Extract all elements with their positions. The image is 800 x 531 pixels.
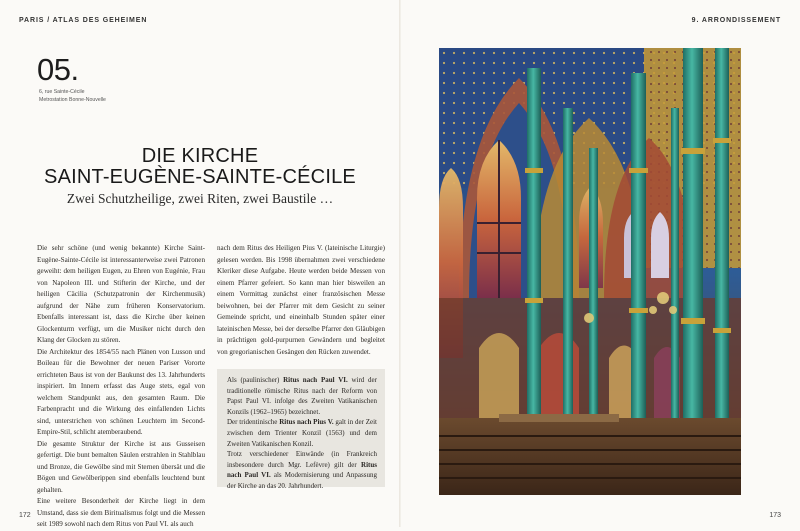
entry-address (39, 88, 106, 104)
address-metro: Metrostation Bonne-Nouvelle (39, 97, 106, 103)
paragraph: nach dem Ritus des Heiligen Pius V. (lateinische Liturgie) gelesen werden. Bis 1998 übernahmen zwei verschiedene Kleriker diese Aufgabe. Heute werden beide Messen von einem Pfarrer gefeiert. So kann man hier bisweilen an einem Vormittag zunächst einer französischen Messe beiwohnen, bei der Pfarrer mit dem Gesicht zu seiner Gemeinde spricht, und eineinhalb Stunden später einer lateinischen Messe, bei der derselbe Pfarrer den Gläubigen in prächtigen gold-purpurnen Gewändern und begleitet von gregorianischen Gesängen den Rücken zuwendet. (217, 244, 385, 356)
running-header-left: PARIS / ATLAS DES GEHEIMEN (19, 17, 148, 24)
body-column-2 (217, 243, 385, 358)
book-gutter (399, 0, 401, 527)
entry-number: 05. (37, 52, 79, 87)
page-number-left: 172 (19, 512, 31, 519)
info-paragraph (227, 417, 377, 449)
paragraph: Eine weitere Besonderheit der Kirche liegt in dem Umstand, dass sie dem Biritualismus folgt und die Messen seit 1989 sowohl nach dem Ritus von Paul VI. als auch (37, 497, 205, 528)
info-box-text (227, 375, 377, 492)
paragraph: Die sehr schöne (und wenig bekannte) Kirche Saint-Eugène-Sainte-Cécile ist interessanterweise zwei Patronen geweiht: dem heiligen Eugen, zu Ehren von Eugénie, Frau von Napoleon III. und Stifterin der Kirche, und der heiligen Cäcilia (Schutzpatronin der Kirchenmusik) aufgrund der Nähe zum früheren Konservatorium. Ebenfalls interessant ist, dass die Kirche über keinen Glockenturm verfügt, um die Musiker nicht durch den Klang der Glocken zu stören. (37, 244, 205, 344)
body-column-1 (37, 243, 205, 531)
info-text: als Modernisierung und Anpassung der Kirche an das 20. Jahrhundert. (227, 471, 377, 490)
page-number-right: 173 (769, 512, 781, 519)
info-text: wird der traditionelle römische Ritus nach der Reform von Papst Paul VI. infolge des Zweiten Vatikanischen Konzils (1962–1965) bezeichnet. (227, 376, 377, 416)
title-line-2: SAINT-EUGÈNE-SAINTE-CÉCILE (44, 166, 356, 188)
info-text: galt in der Zeit zwischen dem Trienter Konzil (1563) und dem Zweiten Vatikanischen Konzil. (227, 418, 377, 448)
info-paragraph (227, 375, 377, 417)
info-text: Trotz verschiedener Einwände (in Frankreich insbesondere durch Mgr. Lefèvre) gilt der (227, 450, 377, 469)
paragraph: Die Architektur des 1854/55 nach Plänen von Lusson und Boileau für die Bewohner der neuen Pariser Vororte errichteten Baus ist von der Baukunst des 13. Jahrhunderts inspiriert. Im Innern erfasst das Auge stets, egal von welchem Standpunkt aus, den gesamten Raum. Die Farbenpracht und die Wirkung des einfallenden Lichts sind, unterstrichen von schönen Leuchtern im Second-Empire-Stil, schlicht atemberaubend. (37, 347, 205, 436)
address-street: 6, rue Sainte-Cécile (39, 89, 85, 95)
church-interior-photo (439, 48, 741, 495)
info-text: Als (paulinischer) (227, 376, 284, 384)
paragraph: Die gesamte Struktur der Kirche ist aus Gusseisen gefertigt. Die bunt bemalten Säulen erstrahlen in Stahlblau und Bronze, die Gewölbe sind mit Sternen übersät und die Bögen und Gewölberippen sind ebenfalls leuchtend bunt gehalten. (37, 439, 205, 494)
info-text: Der tridentinische (227, 418, 280, 427)
subtitle: Zwei Schutzheilige, zwei Riten, zwei Baustile … (66, 191, 334, 206)
running-header-right: 9. ARRONDISSEMENT (691, 17, 781, 24)
info-term: Ritus nach Paul VI. (283, 376, 348, 384)
info-term: Ritus nach Pius V. (279, 418, 334, 427)
info-box (217, 369, 385, 490)
info-paragraph (227, 449, 377, 491)
title-line-1: DIE KIRCHE (141, 145, 259, 167)
info-term: Ritus nach Paul VI. (227, 460, 377, 480)
